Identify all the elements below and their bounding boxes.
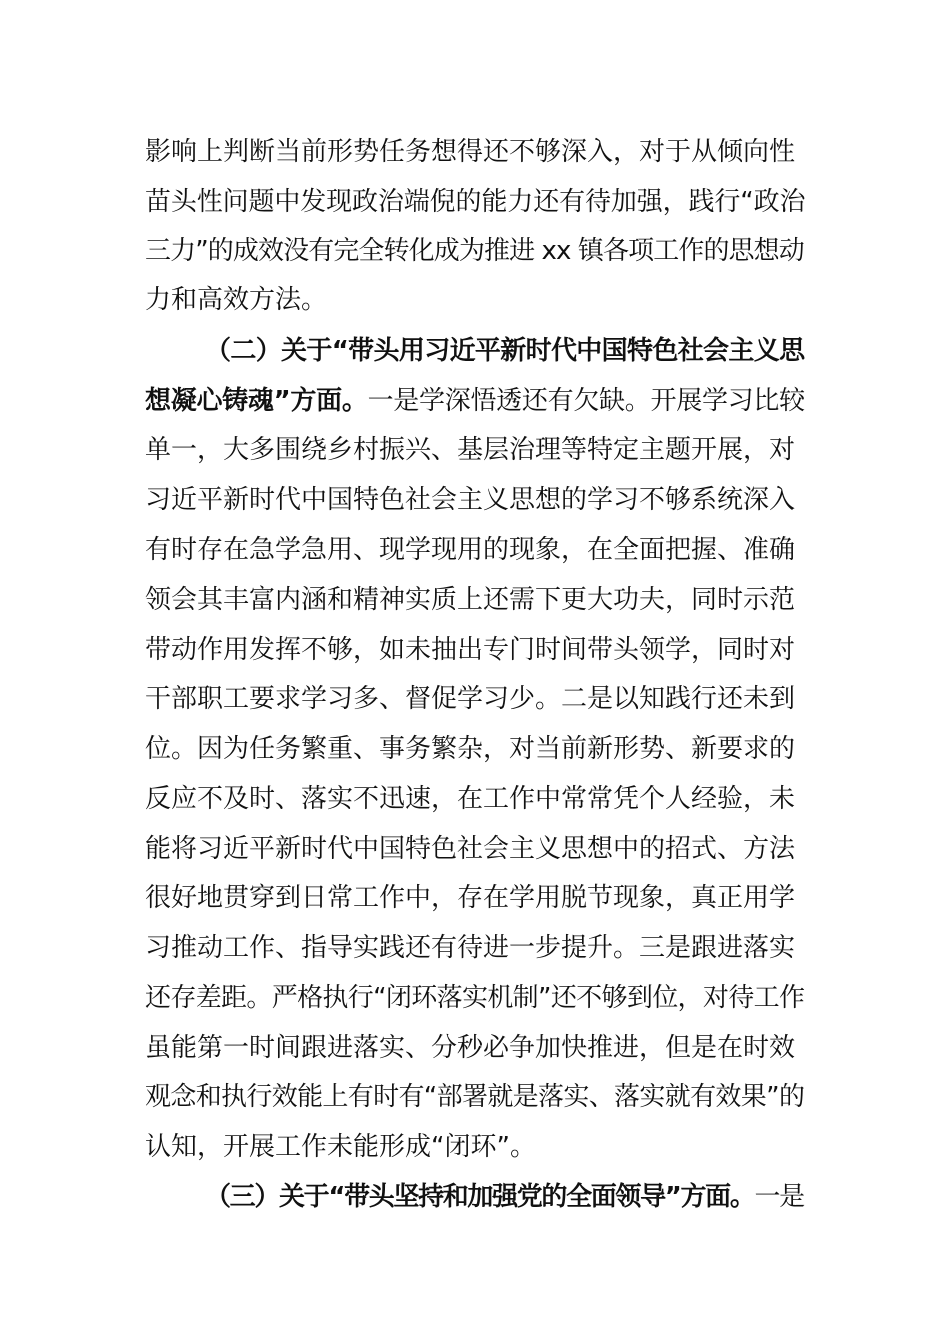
text-segment: 力和高效方法。	[145, 285, 328, 315]
text-segment: 能将习近平新时代中国特色社会主义思想中的招式、方法	[145, 834, 796, 864]
section-heading-3	[205, 1177, 805, 1217]
text-line	[145, 430, 805, 470]
heading-text: （二）关于“带头用习近平新时代中国特色社会主义思	[205, 336, 805, 366]
text-segment: 一是学深悟透还有欠缺。开展学习比较	[367, 386, 805, 416]
text-line	[145, 182, 805, 222]
text-segment: 干部职工要求学习多、督促学习少。二是以知践行还未到	[145, 684, 796, 714]
text-segment: 三力”的成效没有完全转化成为推进 xx 镇各项工作的思想动	[145, 236, 804, 266]
text-line	[145, 480, 805, 520]
text-line	[145, 1127, 805, 1167]
text-line	[145, 231, 805, 271]
text-segment: 单一，大多围绕乡村振兴、基层治理等特定主题开展，对	[145, 435, 796, 465]
text-line	[145, 928, 805, 968]
text-segment: 很好地贯穿到日常工作中，存在学用脱节现象，真正用学	[145, 883, 796, 913]
text-line	[145, 978, 805, 1018]
text-segment: 带动作用发挥不够，如未抽出专门时间带头领学，同时对	[145, 635, 796, 665]
section-heading-2	[205, 331, 805, 371]
text-segment: 一是	[754, 1182, 804, 1212]
text-segment: 有时存在急学急用、现学现用的现象，在全面把握、准确	[145, 535, 796, 565]
text-segment: 反应不及时、落实不迅速，在工作中常常凭个人经验，未	[145, 784, 796, 814]
text-line	[145, 679, 805, 719]
text-line	[145, 1077, 805, 1117]
text-line	[145, 530, 805, 570]
text-line	[145, 132, 805, 172]
text-segment: 苗头性问题中发现政治端倪的能力还有待加强，践行“政治	[145, 187, 805, 217]
text-line	[145, 280, 805, 320]
text-segment: 习推动工作、指导实践还有待进一步提升。三是跟进落实	[145, 933, 796, 963]
text-line	[145, 878, 805, 918]
text-line	[145, 829, 805, 869]
text-segment: 认知，开展工作未能形成“闭环”。	[145, 1132, 536, 1162]
text-line	[145, 779, 805, 819]
text-line	[145, 381, 805, 421]
text-segment: 领会其丰富内涵和精神实质上还需下更大功夫，同时示范	[145, 585, 796, 615]
text-segment: 观念和执行效能上有时有“部署就是落实、落实就有效果”的	[145, 1082, 805, 1112]
heading-text: （三）关于“带头坚持和加强党的全面领导”方面。	[205, 1182, 755, 1212]
text-line	[145, 580, 805, 620]
text-line	[145, 729, 805, 769]
text-segment: 虽能第一时间跟进落实、分秒必争加快推进，但是在时效	[145, 1033, 796, 1063]
heading-text: 想凝心铸魂”方面。	[145, 386, 368, 416]
text-line	[145, 1028, 805, 1068]
text-segment: 习近平新时代中国特色社会主义思想的学习不够系统深入	[145, 485, 796, 515]
text-segment: 位。因为任务繁重、事务繁杂，对当前新形势、新要求的	[145, 734, 796, 764]
text-segment: 影响上判断当前形势任务想得还不够深入，对于从倾向性	[145, 137, 796, 167]
text-segment: 还存差距。严格执行“闭环落实机制”还不够到位，对待工作	[145, 983, 805, 1013]
text-line	[145, 630, 805, 670]
